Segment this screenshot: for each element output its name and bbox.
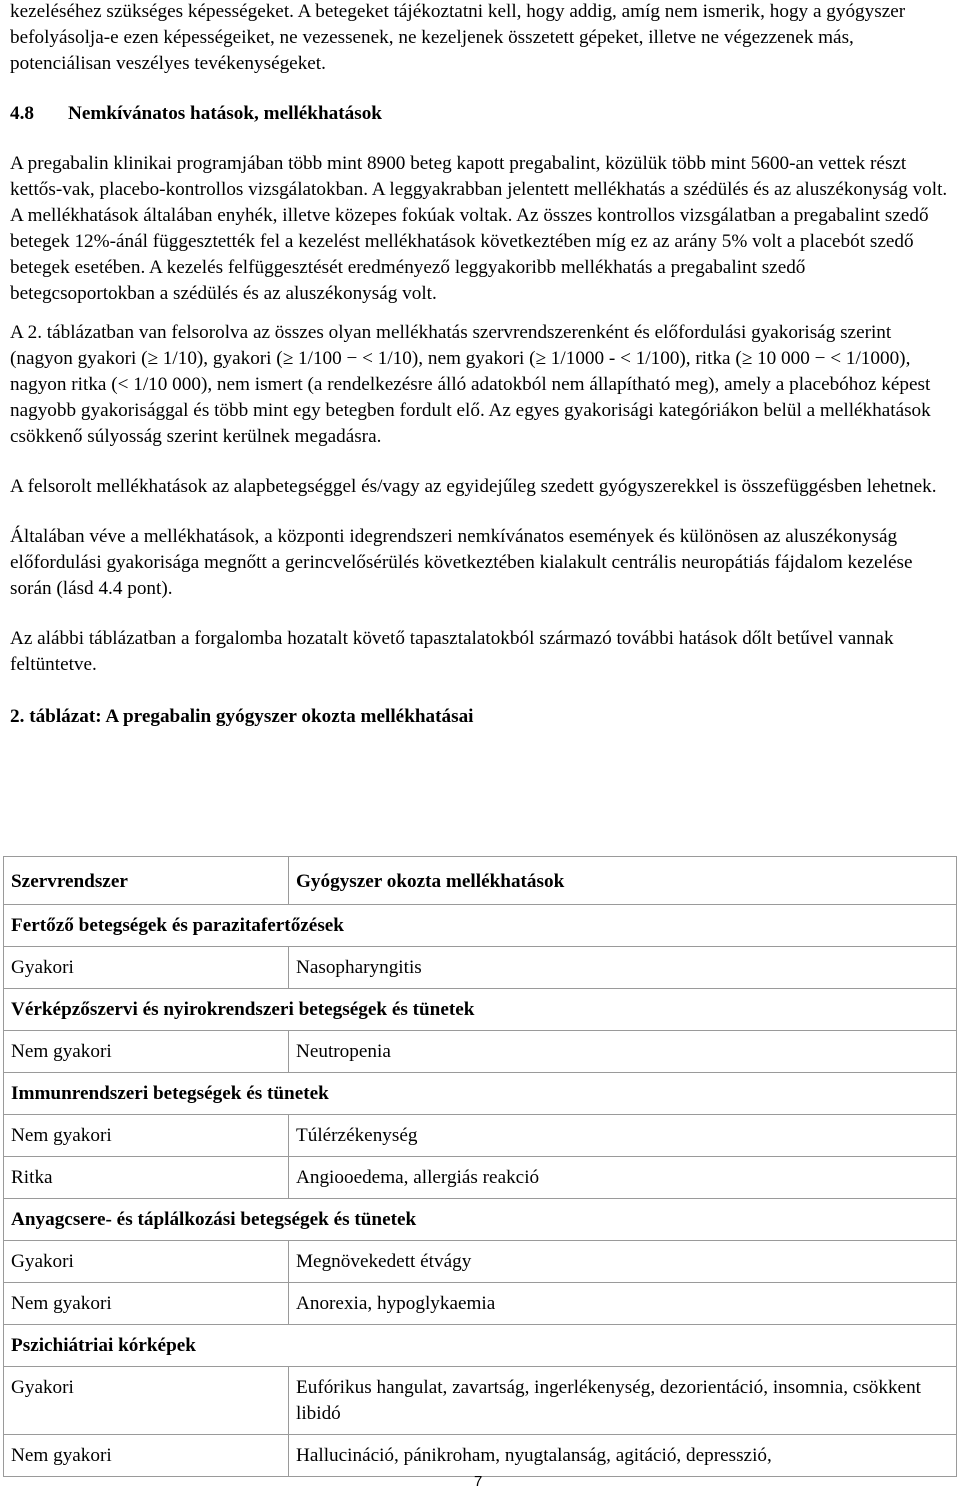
header-adverse-reactions: Gyógyszer okozta mellékhatások xyxy=(289,857,957,905)
table-header-row xyxy=(4,857,957,905)
table-row xyxy=(4,1157,957,1199)
category-row xyxy=(4,1325,957,1367)
frequency-cell: Gyakori xyxy=(4,1241,289,1283)
paragraph-clinical-program: A pregabalin klinikai programjában több mint 8900 beteg kapott pregabalint, közülük több mint 5600-an vettek részt kettős-vak, placebo-kontrollos vizsgálatokban. A leggyakrabban jelentett mellékhatás a szédülés és az aluszékonyság volt. A mellékhatások általában enyhék, illetve közepes fokúak voltak. Az összes kontrollos vizsgálatban a pregabalint szedő betegek 12%-ánál függesztették fel a kezelést mellékhatások következtében míg ez az arány 5% volt a placebót szedő betegek esetében. A kezelés felfüggesztését eredményező leggyakoribb mellékhatás a pregabalint szedő betegcsoportokban a szédülés és az aluszékonyság volt. xyxy=(10,153,948,304)
paragraph-frequency-categories: A 2. táblázatban van felsorolva az összes olyan mellékhatás szervrendszerenként és előfordulási gyakoriság szerint (nagyon gyakori (≥ 1/10), gyakori (≥ 1/100 − < 1/10), nem gyakori (≥ 1/1000 - < 1/100), ritka (≥ 10 000 − < 1/1000), nagyon ritka (< 1/10 000), nem ismert (a rendelkezésre álló adatokból nem állapítható meg), amely a placebóhoz képest nagyobb gyakorisággal és több mint egy betegben fordult elő. Az egyes gyakorisági kategóriákon belül a mellékhatások csökkenő súlyosság szerint kerülnek megadásra. xyxy=(10,322,931,447)
category-psychiatric: Pszichiátriai kórképek xyxy=(4,1325,957,1367)
page-number: 7 xyxy=(474,1473,483,1490)
paragraph-cns-events: Általában véve a mellékhatások, a központi idegrendszeri nemkívánatos események és különösen az aluszékonyság előfordulási gyakorisága megnőtt a gerincvelősérülés következtében kialakult centrális neuropátiás fájdalom kezelése során (lásd 4.4 pont). xyxy=(10,526,913,599)
reaction-cell: Angiooedema, allergiás reakció xyxy=(289,1157,957,1199)
category-row xyxy=(4,1199,957,1241)
category-metabolism-nutrition: Anyagcsere- és táplálkozási betegségek és tünetek xyxy=(4,1199,957,1241)
table-row xyxy=(4,1241,957,1283)
reaction-cell: Neutropenia xyxy=(289,1031,957,1073)
category-infections: Fertőző betegségek és parazitafertőzések xyxy=(4,905,957,947)
frequency-cell: Gyakori xyxy=(4,947,289,989)
frequency-cell: Ritka xyxy=(4,1157,289,1199)
table-title: 2. táblázat: A pregabalin gyógyszer okozta mellékhatásai xyxy=(10,706,474,727)
table-row xyxy=(4,1031,957,1073)
adverse-reactions-table xyxy=(3,856,957,1477)
reaction-cell: Hallucináció, pánikroham, nyugtalanság, agitáció, depresszió, xyxy=(289,1435,957,1477)
table-row xyxy=(4,1115,957,1157)
section-title: Nemkívánatos hatások, mellékhatások xyxy=(68,103,382,124)
frequency-cell: Nem gyakori xyxy=(4,1115,289,1157)
category-row xyxy=(4,1073,957,1115)
intro-paragraph: kezeléséhez szükséges képességeket. A betegeket tájékoztatni kell, hogy addig, amíg nem ismerik, hogy a gyógyszer befolyásolja-e ezen képességeiket, ne vezessenek, ne kezeljenek összetett gépeket, illetve ne végezzenek más, potenciálisan veszélyes tevékenységeket. xyxy=(10,1,906,74)
frequency-cell: Nem gyakori xyxy=(4,1031,289,1073)
header-system-organ-class: Szervrendszer xyxy=(4,857,289,905)
category-row xyxy=(4,905,957,947)
frequency-cell: Gyakori xyxy=(4,1367,289,1435)
section-number: 4.8 xyxy=(10,103,34,124)
reaction-cell: Nasopharyngitis xyxy=(289,947,957,989)
frequency-cell: Nem gyakori xyxy=(4,1283,289,1325)
paragraph-underlying-disease: A felsorolt mellékhatások az alapbetegséggel és/vagy az egyidejűleg szedett gyógyszerekkel is összefüggésben lehetnek. xyxy=(10,476,937,497)
reaction-cell: Túlérzékenység xyxy=(289,1115,957,1157)
frequency-cell: Nem gyakori xyxy=(4,1435,289,1477)
table-row xyxy=(4,1435,957,1477)
category-row xyxy=(4,989,957,1031)
table-row xyxy=(4,947,957,989)
reaction-cell: Anorexia, hypoglykaemia xyxy=(289,1283,957,1325)
category-immune-system: Immunrendszeri betegségek és tünetek xyxy=(4,1073,957,1115)
paragraph-post-marketing: Az alábbi táblázatban a forgalomba hozatalt követő tapasztalatokból származó további hatások dőlt betűvel vannak feltüntetve. xyxy=(10,628,894,675)
reaction-cell: Eufórikus hangulat, zavartság, ingerlékenység, dezorientáció, insomnia, csökkent libidó xyxy=(289,1367,957,1435)
section-heading xyxy=(10,101,950,127)
table-row xyxy=(4,1283,957,1325)
reaction-cell: Megnövekedett étvágy xyxy=(289,1241,957,1283)
category-blood-lymphatic: Vérképzőszervi és nyirokrendszeri betegségek és tünetek xyxy=(4,989,957,1031)
document-page xyxy=(10,0,950,730)
table-row xyxy=(4,1367,957,1435)
